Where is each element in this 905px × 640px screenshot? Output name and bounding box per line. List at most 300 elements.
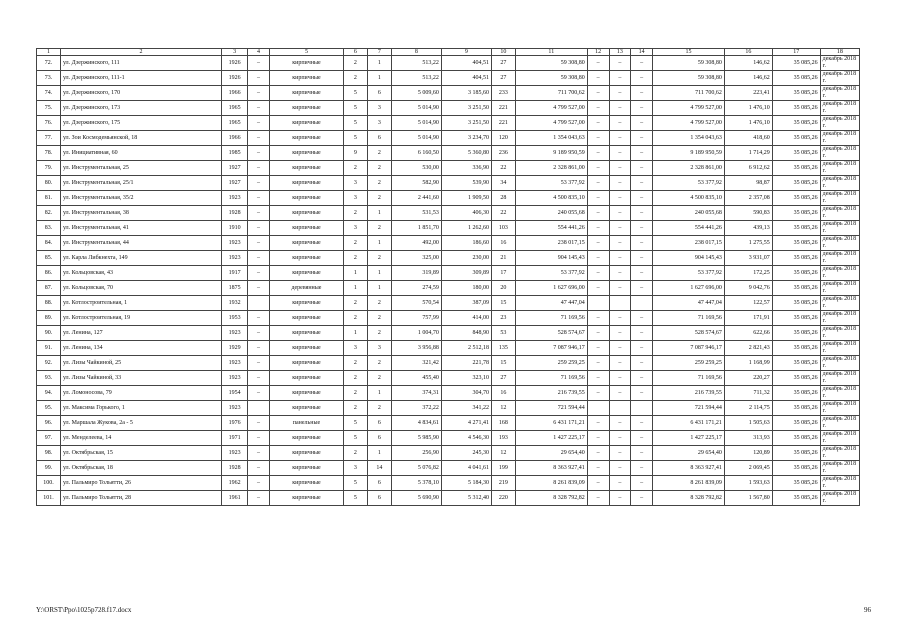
table-cell: – — [609, 416, 631, 431]
table-cell: кирпичные — [269, 56, 343, 71]
table-cell: – — [248, 236, 270, 251]
table-cell: 1875 — [222, 281, 248, 296]
table-cell: 4 041,61 — [441, 461, 491, 476]
table-cell: ул. Дзержинского, 170 — [60, 86, 221, 101]
table-cell: кирпичные — [269, 86, 343, 101]
table-cell: 2 — [343, 251, 367, 266]
table-cell — [609, 401, 631, 416]
table-cell: 35 085,26 — [772, 386, 820, 401]
table-cell: – — [609, 491, 631, 506]
table-cell: – — [631, 461, 653, 476]
table-cell: кирпичные — [269, 446, 343, 461]
table-cell: – — [631, 371, 653, 386]
table-cell: 35 085,26 — [772, 431, 820, 446]
table-cell: 323,10 — [441, 371, 491, 386]
table-cell: 35 085,26 — [772, 221, 820, 236]
table-cell: 245,30 — [441, 446, 491, 461]
table-cell: 47 447,04 — [515, 296, 587, 311]
table-cell: ул. Ленина, 127 — [60, 326, 221, 341]
table-cell: 78. — [37, 146, 61, 161]
table-cell: декабрь 2018 г. — [820, 281, 859, 296]
table-cell: кирпичные — [269, 71, 343, 86]
table-cell: кирпичные — [269, 266, 343, 281]
table-cell: 35 085,26 — [772, 356, 820, 371]
table-cell: 3 — [367, 101, 391, 116]
table-cell: – — [587, 131, 609, 146]
table-cell: 492,00 — [391, 236, 441, 251]
table-cell: 53 377,92 — [653, 176, 725, 191]
table-cell: – — [587, 236, 609, 251]
table-cell: 74. — [37, 86, 61, 101]
table-cell: декабрь 2018 г. — [820, 116, 859, 131]
table-cell: 404,51 — [441, 56, 491, 71]
table-cell: 2 — [367, 326, 391, 341]
header-cell: 11 — [515, 49, 587, 56]
table-cell: – — [248, 476, 270, 491]
table-cell: 528 574,67 — [653, 326, 725, 341]
table-cell: ул. Пальмиро Тольятти, 26 — [60, 476, 221, 491]
table-cell: кирпичные — [269, 491, 343, 506]
table-cell: 73. — [37, 71, 61, 86]
table-cell: 1 — [367, 206, 391, 221]
table-cell: 240 055,68 — [653, 206, 725, 221]
table-cell: 5 985,90 — [391, 431, 441, 446]
table-cell: 2 — [367, 311, 391, 326]
table-cell: ул. Зои Космодемьянской, 18 — [60, 131, 221, 146]
table-cell: ул. Инструментальная, 25 — [60, 161, 221, 176]
table-cell: – — [248, 341, 270, 356]
table-cell: 3 251,50 — [441, 116, 491, 131]
table-cell: 1932 — [222, 296, 248, 311]
table-cell: 1961 — [222, 491, 248, 506]
table-cell: – — [248, 326, 270, 341]
table-cell: 219 — [491, 476, 515, 491]
table-cell: 1923 — [222, 371, 248, 386]
table-cell: – — [631, 491, 653, 506]
table-cell: 2 357,08 — [724, 191, 772, 206]
table-cell: 2 — [343, 71, 367, 86]
table-cell: 220,27 — [724, 371, 772, 386]
table-cell: декабрь 2018 г. — [820, 191, 859, 206]
table-cell: 2 — [367, 371, 391, 386]
table-cell: 6 160,50 — [391, 146, 441, 161]
table-row — [37, 191, 860, 206]
table-cell: 27 — [491, 371, 515, 386]
table-cell: 2 — [343, 236, 367, 251]
table-cell: 59 308,80 — [515, 71, 587, 86]
table-cell: – — [248, 86, 270, 101]
table-cell: – — [248, 206, 270, 221]
table-cell: 4 500 835,10 — [653, 191, 725, 206]
table-cell: – — [587, 371, 609, 386]
table-cell: 554 441,26 — [653, 221, 725, 236]
table-cell: – — [587, 461, 609, 476]
table-cell: 35 085,26 — [772, 476, 820, 491]
table-cell: 5 — [343, 431, 367, 446]
table-cell: 35 085,26 — [772, 56, 820, 71]
table-cell: 3 — [367, 341, 391, 356]
table-cell: 3 234,70 — [441, 131, 491, 146]
table-cell: 35 085,26 — [772, 176, 820, 191]
table-cell: 15 — [491, 296, 515, 311]
table-cell: 1 — [367, 281, 391, 296]
table-cell: 1 275,55 — [724, 236, 772, 251]
table-row — [37, 251, 860, 266]
table-cell: декабрь 2018 г. — [820, 326, 859, 341]
table-row — [37, 56, 860, 71]
table-cell: – — [609, 386, 631, 401]
table-cell: 2 — [367, 401, 391, 416]
table-cell: 20 — [491, 281, 515, 296]
table-cell: – — [587, 386, 609, 401]
table-cell: 3 — [343, 191, 367, 206]
table-cell: 5 014,90 — [391, 101, 441, 116]
table-cell: 77. — [37, 131, 61, 146]
table-cell: 4 799 527,00 — [653, 101, 725, 116]
table-cell: 374,31 — [391, 386, 441, 401]
table-cell: 904 145,43 — [515, 251, 587, 266]
header-row — [37, 49, 860, 56]
table-cell: 14 — [367, 461, 391, 476]
table-cell: – — [631, 326, 653, 341]
table-cell: – — [248, 221, 270, 236]
header-cell: 5 — [269, 49, 343, 56]
table-cell: декабрь 2018 г. — [820, 356, 859, 371]
table-cell: 71 169,56 — [515, 371, 587, 386]
table-cell: 98. — [37, 446, 61, 461]
table-cell: кирпичные — [269, 356, 343, 371]
table-cell: 6 — [367, 416, 391, 431]
table-cell: 53 — [491, 326, 515, 341]
table-cell: 120 — [491, 131, 515, 146]
table-cell: 1926 — [222, 56, 248, 71]
table-cell: ул. Дзержинского, 173 — [60, 101, 221, 116]
table-cell: 404,51 — [441, 71, 491, 86]
table-cell: 256,90 — [391, 446, 441, 461]
table-cell: 711 700,62 — [515, 86, 587, 101]
table-cell: 35 085,26 — [772, 236, 820, 251]
table-cell: – — [587, 206, 609, 221]
table-cell: 2 821,43 — [724, 341, 772, 356]
table-cell: 199 — [491, 461, 515, 476]
table-cell: 8 328 792,82 — [653, 491, 725, 506]
table-cell: 172,25 — [724, 266, 772, 281]
table-cell: 309,89 — [441, 266, 491, 281]
table-cell: 35 085,26 — [772, 461, 820, 476]
table-cell: 1 427 225,17 — [653, 431, 725, 446]
header-cell: 18 — [820, 49, 859, 56]
table-cell: кирпичные — [269, 371, 343, 386]
table-cell: 3 956,88 — [391, 341, 441, 356]
table-cell: 1 262,60 — [441, 221, 491, 236]
table-cell: – — [631, 356, 653, 371]
table-cell: 1927 — [222, 176, 248, 191]
table-cell: 233 — [491, 86, 515, 101]
table-cell: 1 — [367, 71, 391, 86]
table-cell: – — [609, 281, 631, 296]
table-cell: – — [609, 56, 631, 71]
table-cell: 1923 — [222, 356, 248, 371]
table-cell: – — [587, 416, 609, 431]
table-cell: декабрь 2018 г. — [820, 161, 859, 176]
table-cell: – — [609, 251, 631, 266]
table-cell: ул. Котлостроительная, 19 — [60, 311, 221, 326]
table-cell: 186,60 — [441, 236, 491, 251]
table-cell: ул. Инструментальная, 41 — [60, 221, 221, 236]
table-cell: 90. — [37, 326, 61, 341]
table-cell: кирпичные — [269, 131, 343, 146]
header-cell: 14 — [631, 49, 653, 56]
table-cell — [587, 296, 609, 311]
table-cell: – — [248, 416, 270, 431]
table-cell: 2 — [343, 371, 367, 386]
table-row — [37, 356, 860, 371]
table-cell: 8 363 927,41 — [515, 461, 587, 476]
table-row — [37, 461, 860, 476]
table-cell: 6 — [367, 491, 391, 506]
table-cell: 35 085,26 — [772, 371, 820, 386]
header-cell: 7 — [367, 49, 391, 56]
table-cell: 439,13 — [724, 221, 772, 236]
table-cell: – — [609, 176, 631, 191]
table-cell: 84. — [37, 236, 61, 251]
header-cell: 10 — [491, 49, 515, 56]
table-cell: декабрь 2018 г. — [820, 386, 859, 401]
page-number: 96 — [864, 606, 871, 614]
table-cell: 5 076,82 — [391, 461, 441, 476]
table-cell: 27 — [491, 71, 515, 86]
table-cell: кирпичные — [269, 476, 343, 491]
table-cell: декабрь 2018 г. — [820, 266, 859, 281]
table-cell: 7 087 946,17 — [653, 341, 725, 356]
table-cell: 1954 — [222, 386, 248, 401]
table-cell: 35 085,26 — [772, 341, 820, 356]
table-cell: 2 — [367, 251, 391, 266]
table-row — [37, 101, 860, 116]
table-cell: 240 055,68 — [515, 206, 587, 221]
table-cell: 582,90 — [391, 176, 441, 191]
table-cell: – — [609, 311, 631, 326]
table-cell: кирпичные — [269, 191, 343, 206]
table-cell: 1966 — [222, 131, 248, 146]
table-cell: – — [609, 206, 631, 221]
table-cell: 1965 — [222, 116, 248, 131]
table-cell: 193 — [491, 431, 515, 446]
table-cell: 1 851,70 — [391, 221, 441, 236]
table-cell: 9 042,76 — [724, 281, 772, 296]
table-cell: 3 251,50 — [441, 101, 491, 116]
table-cell: 304,70 — [441, 386, 491, 401]
table-cell: 319,89 — [391, 266, 441, 281]
table-cell: 2 512,18 — [441, 341, 491, 356]
table-cell: 47 447,04 — [653, 296, 725, 311]
table-cell: – — [609, 146, 631, 161]
table-cell: 238 017,15 — [653, 236, 725, 251]
table-row — [37, 491, 860, 506]
table-cell: кирпичные — [269, 461, 343, 476]
table-cell: 8 261 839,09 — [515, 476, 587, 491]
table-cell: ул. Лизы Чайкиной, 25 — [60, 356, 221, 371]
table-cell: 88. — [37, 296, 61, 311]
table-cell: деревянные — [269, 281, 343, 296]
table-cell: декабрь 2018 г. — [820, 416, 859, 431]
table-cell: 29 654,40 — [515, 446, 587, 461]
table-cell: 1 476,10 — [724, 116, 772, 131]
table-cell: 5 — [343, 116, 367, 131]
table-cell: ул. Маршала Жукова, 2а - 5 — [60, 416, 221, 431]
table-cell: 5 184,30 — [441, 476, 491, 491]
table-cell: декабрь 2018 г. — [820, 206, 859, 221]
table-cell: 9 189 950,59 — [653, 146, 725, 161]
table-cell: 238 017,15 — [515, 236, 587, 251]
table-cell: – — [609, 266, 631, 281]
table-row — [37, 326, 860, 341]
table-cell: 321,42 — [391, 356, 441, 371]
table-cell: – — [631, 236, 653, 251]
table-cell: 2 — [343, 161, 367, 176]
table-cell: 3 — [367, 116, 391, 131]
table-cell: – — [631, 446, 653, 461]
table-cell: 35 085,26 — [772, 161, 820, 176]
table-cell: 2 — [367, 356, 391, 371]
table-cell: кирпичные — [269, 401, 343, 416]
table-cell: 5 — [343, 131, 367, 146]
table-cell: – — [609, 161, 631, 176]
table-cell: 2 328 861,00 — [515, 161, 587, 176]
table-cell: – — [631, 131, 653, 146]
table-cell: – — [631, 266, 653, 281]
header-cell: 2 — [60, 49, 221, 56]
table-cell: 2 — [343, 296, 367, 311]
table-cell: 1966 — [222, 86, 248, 101]
table-cell: 2 069,45 — [724, 461, 772, 476]
table-cell: 1923 — [222, 236, 248, 251]
table-cell: 2 — [343, 446, 367, 461]
table-cell: 2 — [343, 401, 367, 416]
table-cell: декабрь 2018 г. — [820, 401, 859, 416]
table-cell: 6 — [367, 86, 391, 101]
table-cell: 1976 — [222, 416, 248, 431]
table-cell: 3 — [343, 221, 367, 236]
table-cell: – — [248, 281, 270, 296]
table-cell: 4 546,30 — [441, 431, 491, 446]
table-cell: 313,93 — [724, 431, 772, 446]
table-row — [37, 146, 860, 161]
table-cell: – — [609, 431, 631, 446]
table-cell: – — [587, 251, 609, 266]
table-cell: – — [248, 71, 270, 86]
table-cell: 82. — [37, 206, 61, 221]
table-cell: кирпичные — [269, 386, 343, 401]
table-cell: – — [587, 86, 609, 101]
table-cell: 1 627 696,00 — [515, 281, 587, 296]
table-cell: 6 912,62 — [724, 161, 772, 176]
table-cell: 1926 — [222, 71, 248, 86]
table-cell: – — [631, 161, 653, 176]
table-cell: 1917 — [222, 266, 248, 281]
table-cell: – — [587, 491, 609, 506]
table-cell: – — [248, 116, 270, 131]
table-cell: – — [248, 251, 270, 266]
table-cell: 35 085,26 — [772, 146, 820, 161]
table-row — [37, 311, 860, 326]
table-cell: 1 427 225,17 — [515, 431, 587, 446]
table-cell: 1 — [343, 326, 367, 341]
table-cell: 904 145,43 — [653, 251, 725, 266]
table-cell: ул. Лизы Чайкиной, 33 — [60, 371, 221, 386]
header-cell: 9 — [441, 49, 491, 56]
table-row — [37, 281, 860, 296]
table-row — [37, 71, 860, 86]
footer-file-path: Y:\ORST\Ppo\1025p728.f17.docx — [36, 606, 132, 614]
table-cell: 4 500 835,10 — [515, 191, 587, 206]
table-cell: 94. — [37, 386, 61, 401]
table-row — [37, 161, 860, 176]
table-cell: 325,00 — [391, 251, 441, 266]
table-cell: 180,00 — [441, 281, 491, 296]
table-cell — [631, 401, 653, 416]
table-cell: 236 — [491, 146, 515, 161]
table-cell: 86. — [37, 266, 61, 281]
table-cell: – — [587, 446, 609, 461]
header-cell: 4 — [248, 49, 270, 56]
table-cell: – — [609, 116, 631, 131]
table-cell: 35 085,26 — [772, 131, 820, 146]
table-cell: 146,62 — [724, 71, 772, 86]
header-cell: 1 — [37, 49, 61, 56]
table-cell: 1 476,10 — [724, 101, 772, 116]
table-cell: 2 328 861,00 — [653, 161, 725, 176]
table-cell: 387,09 — [441, 296, 491, 311]
table-cell: – — [609, 86, 631, 101]
table-cell: 513,22 — [391, 56, 441, 71]
table-cell: 93. — [37, 371, 61, 386]
table-body — [37, 49, 860, 506]
table-cell: 1 004,70 — [391, 326, 441, 341]
table-cell: 83. — [37, 221, 61, 236]
table-cell: – — [587, 191, 609, 206]
table-cell: ул. Менделеева, 14 — [60, 431, 221, 446]
housing-table — [36, 48, 860, 506]
table-cell: 1 — [367, 236, 391, 251]
table-cell: кирпичные — [269, 161, 343, 176]
table-cell: декабрь 2018 г. — [820, 431, 859, 446]
table-cell: 1 — [367, 56, 391, 71]
table-cell: 85. — [37, 251, 61, 266]
table-cell: ул. Котлостроительная, 1 — [60, 296, 221, 311]
table-cell: – — [609, 356, 631, 371]
table-cell: кирпичные — [269, 116, 343, 131]
table-cell: 590,83 — [724, 206, 772, 221]
table-cell: 848,90 — [441, 326, 491, 341]
header-cell: 17 — [772, 49, 820, 56]
table-cell: 1923 — [222, 191, 248, 206]
table-row — [37, 341, 860, 356]
table-cell: – — [587, 356, 609, 371]
table-cell: 1923 — [222, 446, 248, 461]
table-cell: 2 114,75 — [724, 401, 772, 416]
table-cell: – — [631, 221, 653, 236]
table-cell: 35 085,26 — [772, 191, 820, 206]
table-cell: декабрь 2018 г. — [820, 491, 859, 506]
table-row — [37, 176, 860, 191]
table-cell: – — [631, 281, 653, 296]
table-cell: – — [587, 221, 609, 236]
table-cell: 17 — [491, 266, 515, 281]
table-cell: 168 — [491, 416, 515, 431]
table-cell: – — [609, 236, 631, 251]
table-cell: 35 085,26 — [772, 416, 820, 431]
